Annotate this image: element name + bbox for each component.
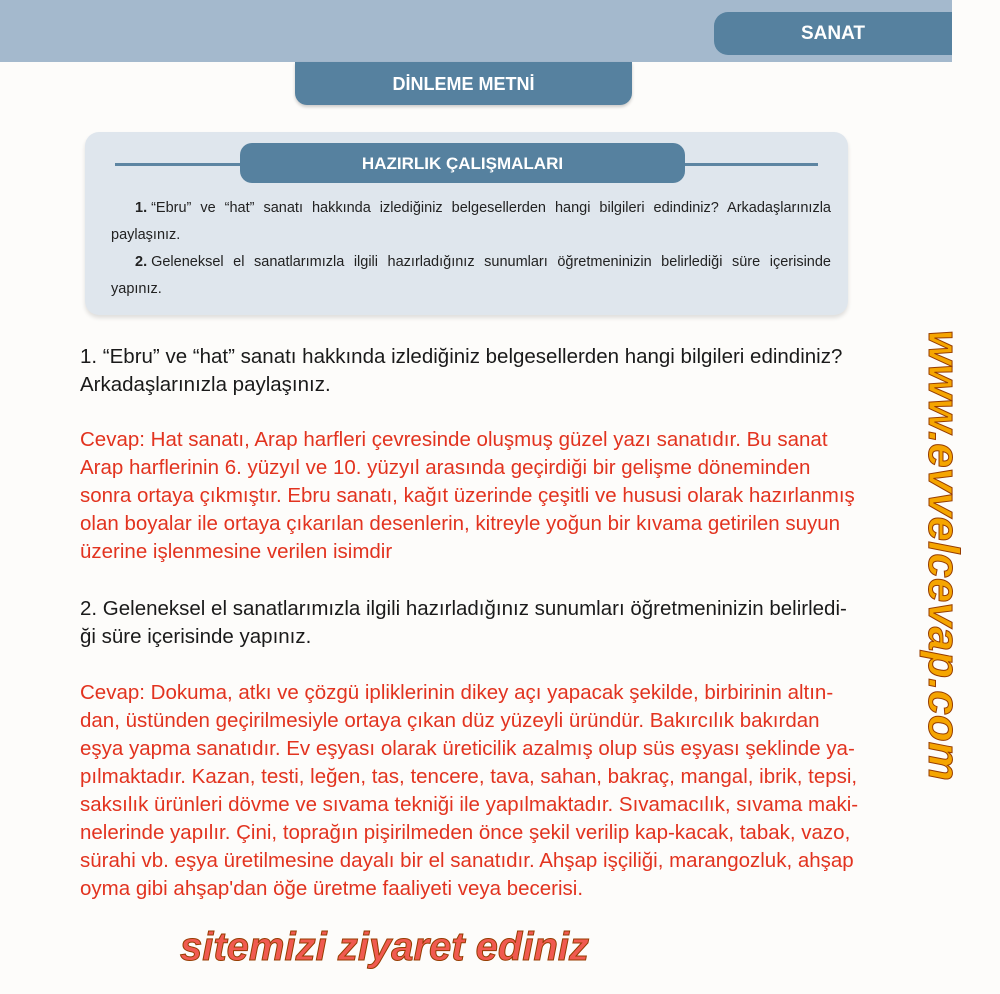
divider (680, 163, 818, 166)
answer-1 (80, 426, 855, 566)
question-1 (80, 343, 842, 399)
subtitle-tab: DİNLEME METNİ (295, 62, 632, 105)
text-line: olan boyalar ile ortaya çıkarılan desenlerin, kitreyle yoğun bir kıvama getirilen suyun (80, 512, 841, 535)
text-line: üzerine işlenmesine verilen isimdir (80, 540, 393, 563)
text-line: saksılık ürünleri dövme ve sıvama tekniği ile yapılmaktadır. Sıvamacılık, sıvama maki- (80, 793, 859, 816)
text-line: pılmaktadır. Kazan, testi, leğen, tas, tencere, tava, sahan, bakraç, mangal, ibrik, tepsi, (80, 765, 858, 788)
text-line: sonra ortaya çıkmıştır. Ebru sanatı, kağıt üzerinde çeşitli ve hususi olarak hazırlanmış (80, 484, 855, 507)
watermark-site: www.evvelcevap.com (919, 330, 968, 781)
text-line: nelerinde yapılır. Çini, toprağın pişirilmeden önce şekil verilip kap-kacak, tabak, vazo, (80, 821, 851, 844)
text-line: Arkadaşlarınızla paylaşınız. (80, 373, 331, 396)
question-2 (80, 595, 847, 651)
text-line: Cevap: Hat sanatı, Arap harfleri çevresinde oluşmuş güzel yazı sanatıdır. Bu sanat (80, 428, 828, 451)
text-line: ği süre içerisinde yapınız. (80, 625, 312, 648)
text-line: sürahi vb. eşya üretilmesine dayalı bir el sanatıdır. Ahşap işçiliği, marangozluk, ahşap (80, 849, 854, 872)
divider (115, 163, 245, 166)
watermark-slogan: sitemizi ziyaret ediniz (180, 925, 590, 969)
text-line: oyma gibi ahşap'dan öğe üretme faaliyeti veya becerisi. (80, 877, 584, 900)
text-line: 1. “Ebru” ve “hat” sanatı hakkında izlediğiniz belgesellerden hangi bilgileri edindiniz? (80, 345, 843, 368)
text-line: Arap harflerinin 6. yüzyıl ve 10. yüzyıl arasında geçirdiği bir gelişme döneminden (80, 456, 811, 479)
section-tab: SANAT (714, 12, 952, 55)
text-line: eşya yapma sanatıdır. Ev eşyası olarak üreticilik azalmış olup süs eşyası şeklinde ya- (80, 737, 855, 760)
preparation-box (85, 132, 848, 315)
preparation-title: HAZIRLIK ÇALIŞMALARI (240, 143, 685, 183)
preparation-item: 1. “Ebru” ve “hat” sanatı hakkında izlediğiniz belgesellerden hangi bilgileri edindiniz? Arkadaşlarınızla paylaşınız. (111, 200, 831, 243)
preparation-item: 2. Geleneksel el sanatlarımızla ilgili hazırladığınız sunumları öğretmeninizin belirlediği süre içerisinde yapınız. (111, 254, 831, 297)
text-line: Cevap: Dokuma, atkı ve çözgü ipliklerinin dikey açı yapacak şekilde, birbirinin altın- (80, 681, 834, 704)
text-line: dan, üstünden geçirilmesiyle ortaya çıkan düz yüzeyli üründür. Bakırcılık bakırdan (80, 709, 820, 732)
text-line: 2. Geleneksel el sanatlarımızla ilgili hazırladığınız sunumları öğretmeninizin belirledi- (80, 597, 847, 620)
answer-2 (80, 679, 858, 903)
